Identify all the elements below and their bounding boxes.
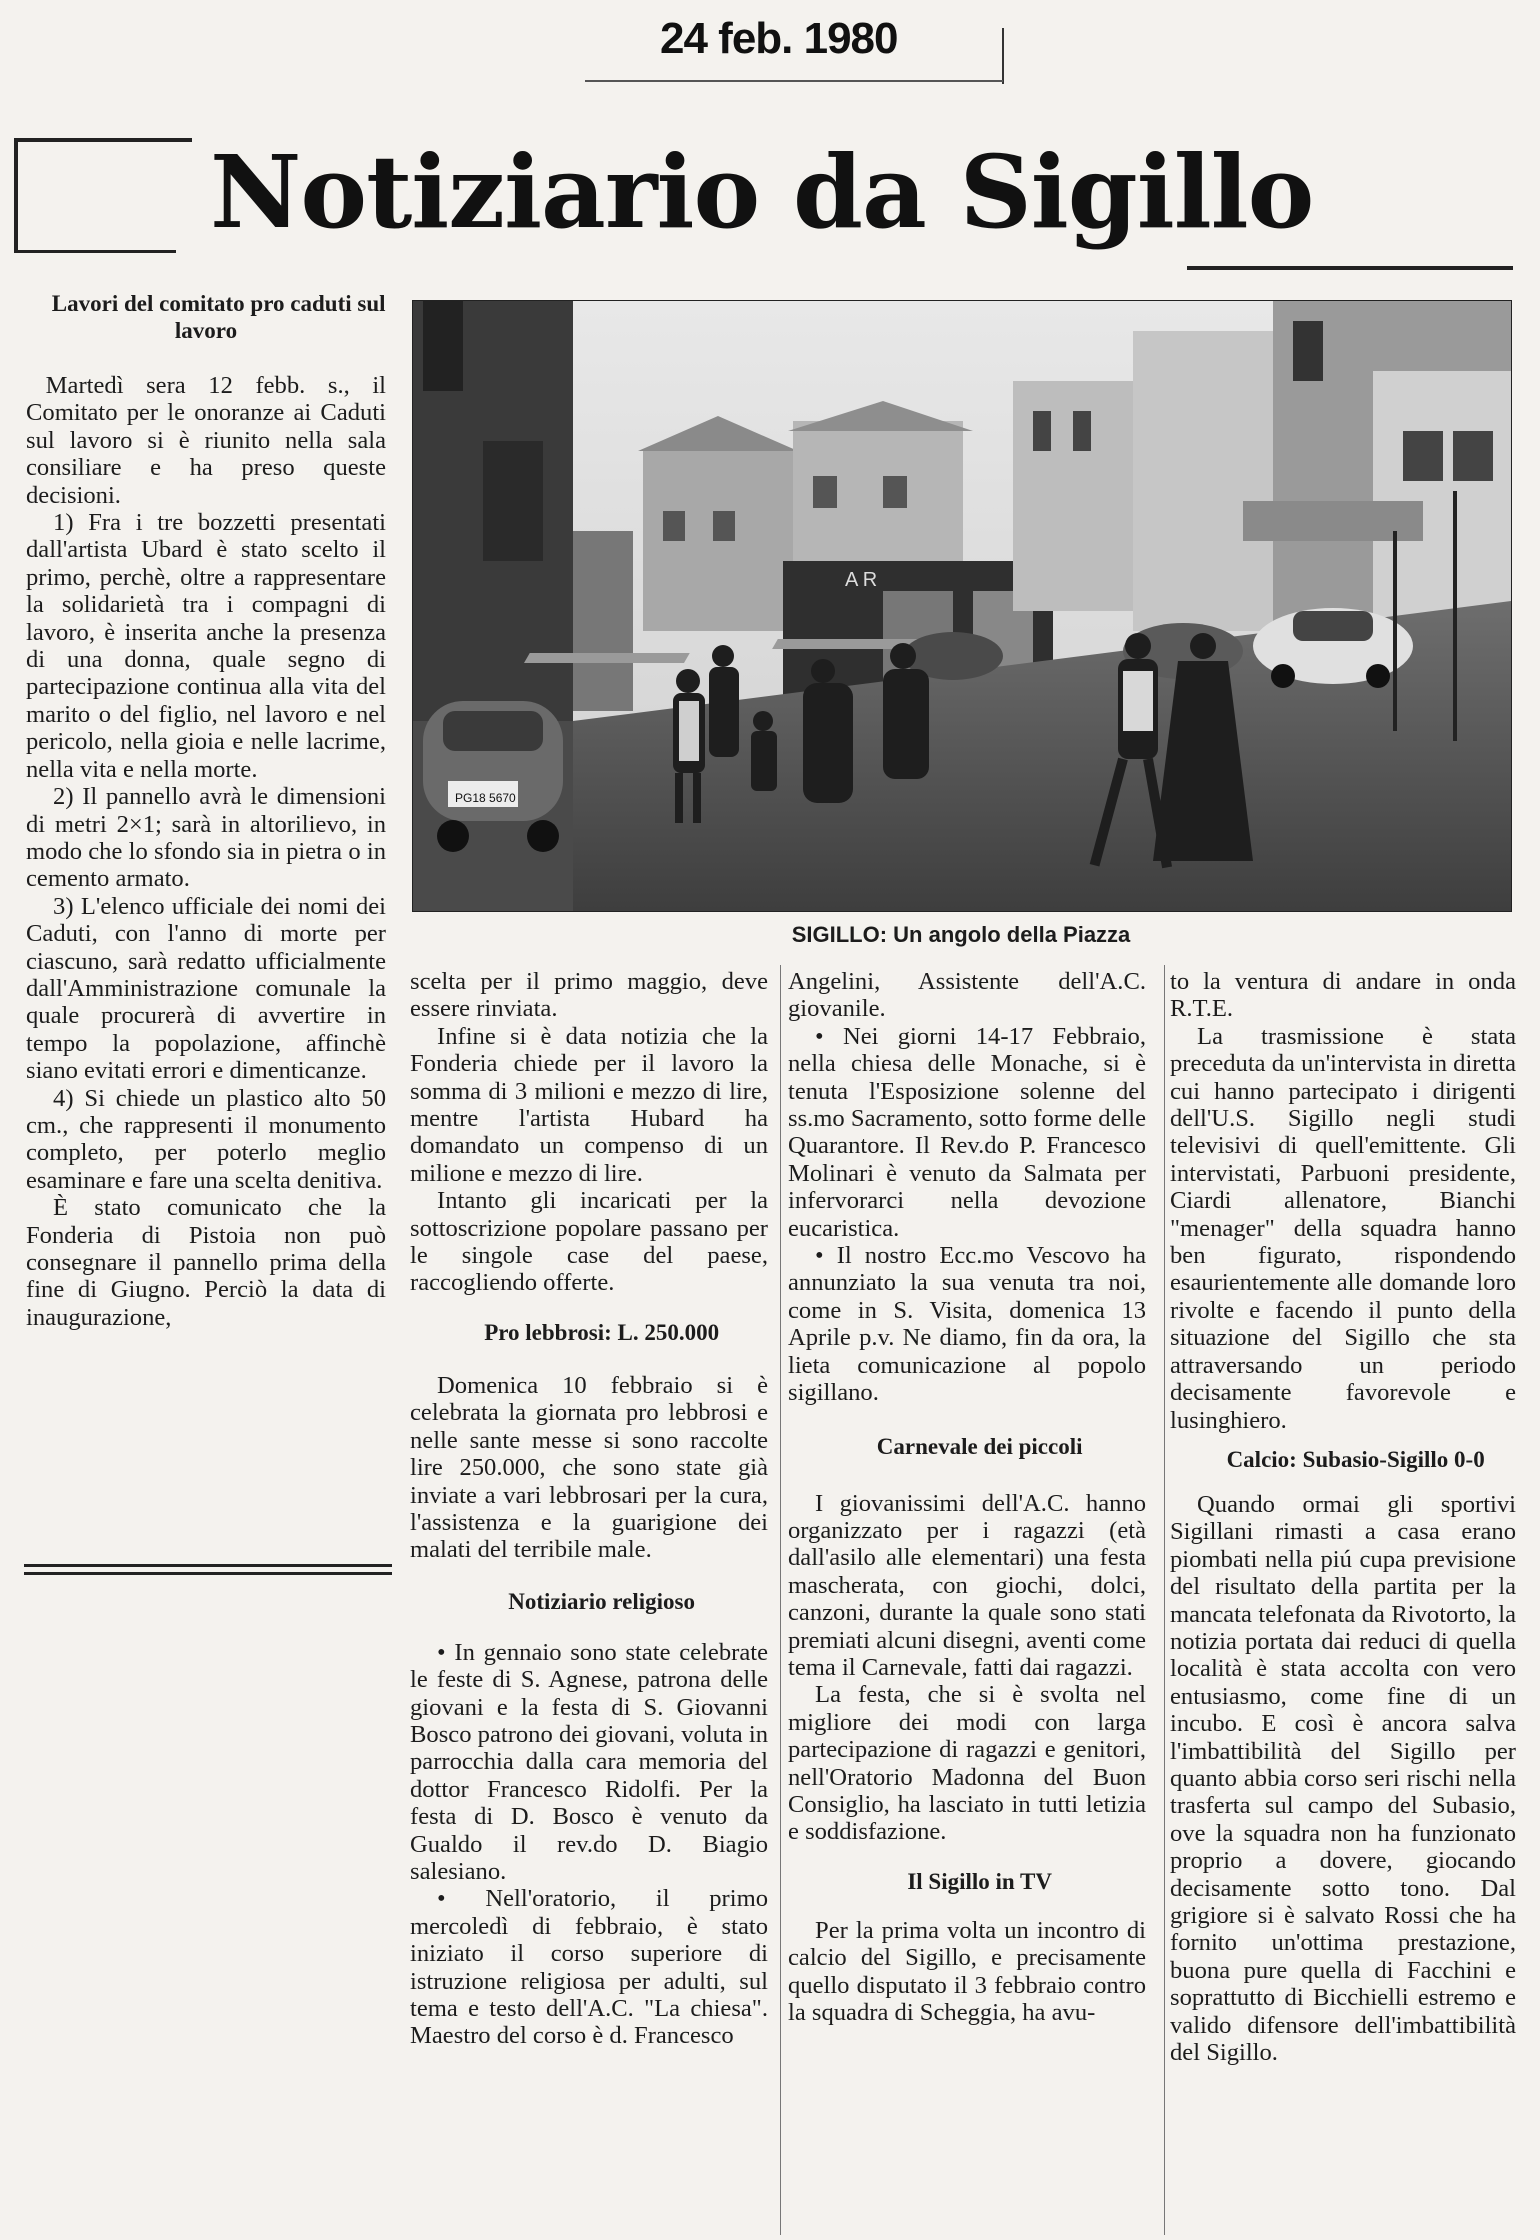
religioso-item: • In gennaio sono state celebrate le feste di S. Agnese, patrona delle giovani e la festa di S. Giovanni Bosco patrono dei giovani, voluta in parrocchia dalla cara memoria del dottor Francesco Ridolfi. Per la festa di D. Bosco è venuto da Gualdo il rev.do D. Biagio salesiano. bbox=[410, 1638, 768, 1885]
lavori-paragraph: 1) Fra i tre bozzetti presentati dall'artista Ubard è stato scelto il primo, perchè, oltre a rappresentare la solidarietà tra i compagni di lavoro, è inserita anche la presenza di una donna, quale segno di partecipazione continua alla vita del marito o del figlio, nel lavoro e nel pericolo, nella gioia e nelle lacrime, nella vita e nella morte. bbox=[26, 509, 386, 783]
col2-paragraph: Infine si è data notizia che la Fonderia chiede per il lavoro la somma di 3 milioni e mezzo di lire, mentre l'artista Hubard ha domandato un compenso di un milione e mezzo di lire. bbox=[410, 1022, 768, 1187]
lavori-paragraph: 2) Il pannello avrà le dimensioni di metri 2×1; sarà in altorilievo, in modo che lo sfondo sia in pietra o in cemento armato. bbox=[26, 783, 386, 893]
column-two bbox=[410, 968, 768, 2050]
masthead-title: Notiziario da Sigillo bbox=[210, 133, 1314, 251]
lavori-paragraph: 4) Si chiede un plastico alto 50 cm., che rappresenti il monumento completo, per poterlo meglio esaminare e fare una scelta denitiva. bbox=[26, 1084, 386, 1194]
column-divider bbox=[780, 965, 781, 2235]
masthead-frame-right bbox=[1187, 266, 1513, 270]
carnevale-title: Carnevale dei piccoli bbox=[876, 1433, 1083, 1459]
photo-caption: SIGILLO: Un angolo della Piazza bbox=[791, 922, 1131, 947]
calcio-paragraph: Quando ormai gli sportivi Sigillani rimasti a casa erano piombati nella piú cupa previsione del risultato della partita per la mancata telefonata da Rivotorto, la notizia portata dai reduci di quella località è stata accolta con vero entusiasmo, come fine di un incubo. E così è ancora salva l'imbattibilità del Sigillo per quanto abbia corso seri rischi nella trasferta sul campo del Subasio, ove la squadra non ha funzionato proprio a dovere, giocando decisamente sotto tono. Dal grigiore si è salvato Rossi che ha fornito un'ottima prestazione, buona pure quella di Facchini e soprattutto di Bicchielli estremo e valido difensore dell'imbattibilità del Sigillo. bbox=[1170, 1490, 1516, 2067]
calcio-title: Calcio: Subasio-Sigillo 0-0 bbox=[1226, 1446, 1485, 1472]
masthead-frame-bottom bbox=[14, 250, 176, 253]
col3-item: • Nei giorni 14-17 Febbraio, nella chiesa delle Monache, si è tenuta l'Esposizione solenne del ss.mo Sacramento, sotto forme delle Quarantore. Il Rev.do P. Francesco Molinari è venuto da Salmata per infervorarci nella devozione eucaristica. bbox=[788, 1022, 1146, 1242]
piazza-photo bbox=[412, 300, 1512, 912]
column-four bbox=[1170, 968, 1516, 2066]
col4-paragraph: to la ventura di andare in onda R.T.E. bbox=[1170, 968, 1516, 1023]
col4-paragraph: La trasmissione è stata preceduta da un'intervista in diretta cui hanno partecipato i dirigenti dell'U.S. Sigillo negli studi televisivi di quell'emittente. Gli intervistati, Parbuoni presidente, Ciardi allenatore, Bianchi "menager" della squadra hanno ben figurato, rispondendo esaurientemente alle domande loro rivolte e facendo il punto della situazione del Sigillo che sta attraversando un periodo decisamente favorevole e lusinghiero. bbox=[1170, 1022, 1516, 1434]
piazza-photo-illustration bbox=[413, 301, 1511, 911]
lebbrosi-paragraph: Domenica 10 febbraio si è celebrata la giornata pro lebbrosi e nelle sante messe si sono raccolte lire 250.000, che sono state già inviate a vari lebbrosari per la cura, l'assistenza e la guarigione dei malati del terribile male. bbox=[410, 1371, 768, 1564]
column-end-rule bbox=[24, 1564, 392, 1567]
masthead-frame-top bbox=[14, 138, 192, 142]
clipping-date: 24 feb. 1980 bbox=[660, 14, 898, 63]
col2-paragraph: scelta per il primo maggio, deve essere rinviata. bbox=[410, 968, 768, 1023]
col2-paragraph: Intanto gli incaricati per la sottoscrizione popolare passano per le singole case del paese, raccogliendo offerte. bbox=[410, 1187, 768, 1297]
tv-title: Il Sigillo in TV bbox=[907, 1868, 1052, 1894]
column-divider bbox=[1164, 965, 1165, 2235]
column-end-rule bbox=[24, 1572, 392, 1575]
lavori-title: Lavori del comitato pro caduti sul lavoro bbox=[51, 291, 386, 343]
date-divider bbox=[1002, 28, 1004, 84]
lavori-paragraph: 3) L'elenco ufficiale dei nomi dei Caduti, con l'anno di morte per ciascuno, sarà redatto ufficialmente dall'Amministrazione comunale la quale procurerà di avvertire in tempo la popolazione, affinchè siano evitati errori e dimenticanze. bbox=[26, 892, 386, 1085]
license-plate: PG18 5670 bbox=[455, 791, 516, 805]
lebbrosi-title: Pro lebbrosi: L. 250.000 bbox=[484, 1319, 720, 1345]
carnevale-paragraph: La festa, che si è svolta nel migliore dei modi con larga partecipazione di ragazzi e genitori, nell'Oratorio Madonna del Buon Consiglio, ha lasciato in tutti letizia e soddisfazione. bbox=[788, 1681, 1146, 1846]
shop-sign-letters: A R bbox=[845, 569, 878, 591]
tv-paragraph: Per la prima volta un incontro di calcio del Sigillo, e precisamente quello disputato il 3 febbraio contro la squadra di Scheggia, ha avu- bbox=[788, 1916, 1146, 2026]
column-lavori bbox=[26, 290, 386, 1331]
column-three bbox=[788, 968, 1146, 2026]
masthead-frame-left bbox=[14, 140, 18, 252]
religioso-title: Notiziario religioso bbox=[508, 1588, 696, 1614]
lavori-paragraph: Martedì sera 12 febb. s., il Comitato per le onoranze ai Caduti sul lavoro si è riunito nella sala consiliare e ha preso queste decisioni. bbox=[26, 372, 386, 509]
col3-item: • Il nostro Ecc.mo Vescovo ha annunziato la sua venuta tra noi, come in S. Visita, domenica 13 Aprile p.v. Ne diamo, fin da ora, la lieta comunicazione al popolo sigillano. bbox=[788, 1242, 1146, 1407]
date-underline bbox=[585, 80, 1003, 82]
lavori-paragraph: È stato comunicato che la Fonderia di Pistoia non può consegnare il pannello prima della fine di Giugno. Perciò la data di inaugurazione, bbox=[26, 1194, 386, 1331]
religioso-item: • Nell'oratorio, il primo mercoledì di febbraio, è stato iniziato il corso superiore di istruzione religiosa per adulti, sul tema e testo dell'A.C. "La chiesa". Maestro del corso è d. Francesco bbox=[410, 1885, 768, 2050]
carnevale-paragraph: I giovanissimi dell'A.C. hanno organizzato per i ragazzi (età dall'asilo alle elementari) una festa mascherata, con giochi, dolci, canzoni, durante la quale sono stati premiati alcuni disegni, aventi come tema il Carnevale, fatti dai ragazzi. bbox=[788, 1489, 1146, 1681]
col3-item: Angelini, Assistente dell'A.C. giovanile. bbox=[788, 968, 1146, 1023]
